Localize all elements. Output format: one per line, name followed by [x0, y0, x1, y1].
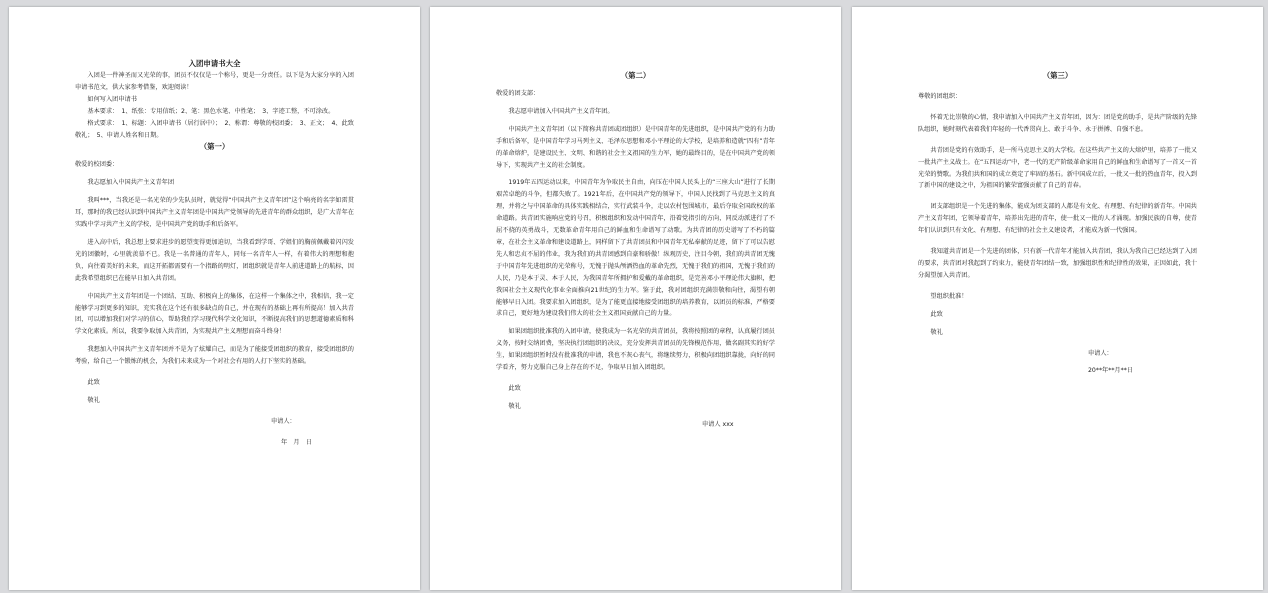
paragraph-4: 我知道共青团是一个先进的团体，只有新一代青年才能加入共青团，我认为我自己已经达到了入团的要求，共青团对我起到了约束力，能使青年团结一致，加强组织性和纪律性的效果，正因如此，我十分渴望加入共青团。	[918, 248, 1197, 279]
closing-jing-li: 敬礼	[508, 402, 521, 410]
paragraph-3: 进入高中后，我总想上要求进步的愿望变得更加迫切，当我看到学哥、学姐们的胸前佩戴着闪闪发光的团徽时，心里就羡慕不已。我是一名普通的青年人，同每一名青年人一样，有着伟大的理想和抱负，向往着美好的未来，而这开拓都需要有一个指路的明灯，团组织就是青年人前进道路上的航标，因此我希望组织已在能早日加入共青团。	[75, 238, 354, 282]
document-page-2	[430, 7, 841, 590]
date: 年 月 日	[281, 438, 312, 446]
document-page-3	[852, 7, 1263, 590]
salutation: 敬爱的团支部：	[496, 90, 540, 97]
closing-ci-zhi: 此致	[87, 379, 100, 387]
paragraph-3: 团支部组织是一个先进的集体，能成为团支部的人都是有文化、有理想、有纪律的新青年。中国共产主义青年团，它领导着青年，培养出先进的青年，使一批又一批的人才涌现。加强民族的自尊，使青年们认识到只有文化、有理想、有纪律的社会主义建设者，才能成为新一代强国。	[918, 203, 1197, 235]
signer: 申请人：	[271, 417, 296, 425]
paragraph-1: 我志愿申请加入中国共产主义青年团。	[508, 107, 614, 115]
approval-request: 望组织批准！	[930, 292, 968, 300]
paragraph-2: 我叫***，当我还是一名光荣的少先队员时，就觉得“中国共产主义青年团”这个响亮的名字如雷贯耳，那时的我已经认识到中国共产主义青年团是中国共产党领导的先进青年的群众组织，是广大青年在实践中学习共产主义的学校，是中国共产党的助手和后备军。	[75, 197, 354, 229]
date: 20**年**月**日	[1088, 367, 1133, 375]
section-heading-3: （第三）	[1042, 71, 1073, 80]
paragraph-4: 中国共产主义青年团是一个团结、互助、积极向上的集体，在这样一个集体之中，我相信，我一定能够学习到更多的知识，充实我在这个还有很多缺点的自己，并在现有的基础上再有所提高！加入共青团，可以增加我们对学习的信心，帮助我们学习现代科学文化知识，不断提高我们的思想道德素质和科学文化素质。所以，我要争取加入共青团，为实现共产主义理想而奋斗终身！	[75, 292, 354, 336]
format-requirements: 格式要求： 1、标题：入团申请书（居行居中）； 2、称谓：尊敬的校团委； 3、正文； 4、此致 敬礼； 5、申请人姓名和日期。	[75, 119, 361, 139]
paragraph-2: 共青团是党的有效助手，是一所马克思主义的大学校。在这些共产主义的大熔炉里，培养了一批又一批共产主义战士。在“五四运动”中，老一代的无产阶级革命家用自己的鲜血和生命谱写了一首又一首光荣的赞歌。为我们共和国的成立奠定了牢固的基石。新中国成立后，一批又一批的热血青年，投入到了新中国的建设之中，为祖国的繁荣富强贡献了自己的青春。	[918, 146, 1197, 190]
section-heading-2: （第二）	[620, 71, 651, 80]
closing-ci-zhi: 此致	[508, 384, 521, 392]
closing-jing-li: 敬礼	[87, 396, 100, 404]
salutation: 尊敬的团组织：	[918, 93, 962, 100]
signer: 申请人：	[1088, 349, 1113, 357]
document-title: 入团申请书大全	[188, 59, 241, 68]
closing-ci-zhi: 此致	[930, 310, 943, 318]
howto-heading: 如何写入团申请书	[87, 95, 137, 103]
salutation: 敬爱的校团委：	[75, 161, 119, 169]
closing-jing-li: 敬礼	[930, 328, 943, 336]
paragraph-3: 1919年五四运动以来，中国青年为争取民主自由，向压在中国人民头上的“三座大山”进行了长期艰苦卓绝的斗争，但都失败了。1921年后，在中国共产党的领导下，中国人民找到了马克思主义的真理，并将之与中国革命的具体实践相结合，实行武装斗争，走以农村包围城市，最后夺取全国政权的革命道路。共青团实施响应党的号召，积极组织和发动中国青年，沿着党指引的方向，同反动派进行了不屈不挠的英勇战斗，无数革命青年用自己的鲜血和生命谱写了动歌。为共青团的历史谱写了不朽的篇章，在社会主义革命和建设道路上，同样留下了共青团员和中国青年无私奉献的足迹，留下了可以告慰先人和忠贞不屈的伟业，我为我们的共青团感到自豪和骄傲！纵观历史，注目今朝，我们的共青团无愧于中国青年先进组织的光荣称号，无愧于抛头颅洒热血的革命先烈，无愧于我们的祖国，无愧于我们的人民，乃是本于灵、本于人民，为我国青年所拥护和爱戴的革命组织，是完善邓小平理论伟大旗帜，把我国社会主义现代化事业全面推向21世纪的生力军。鉴于此，我对团组织充满崇敬和向往，渴望有朝能够早日入团。我要求加入团组织，是为了能更直接地接受团组织的培养教育，以团员的标准，严格要求自己，更好地为建设我们伟大的社会主义祖国贡献自己的力量。	[496, 179, 775, 318]
intro-paragraph: 入团是一件神圣而又光荣的事，团员不仅仅是一个称号，更是一分责任。以下是为大家分享的入团申请书范文，供大家参考借鉴，欢迎阅读！	[75, 72, 354, 91]
section-heading-1: （第一）	[199, 142, 230, 152]
signer: 申请人 xxx	[702, 420, 734, 428]
paragraph-4: 如果团组织批准我的入团申请，使我成为一名光荣的共青团员，我将按照团的章程，认真履行团员义务，按时交纳团费，坚决执行团组织的决议，充分发挥共青团员的先锋模范作用，做名副其实的好学生，如果团组织暂时没有批准我的申请，我也不灰心丧气，将继续努力，积极向团组织靠拢，向好的同学看齐，努力克服自己身上存在的不足，争取早日加入团组织。	[496, 328, 775, 372]
paragraph-2: 中国共产主义青年团（以下简称共青团或团组织）是中国青年的先进组织，是中国共产党的有力助手和后备军，是中国青年学习马列主义、毛泽东思想和邓小平理论的大学校，是培养和造就“四有”青年的革命熔炉，是建设民主、文明、和谐的社会主义祖国的生力军，她的最终目的，是在中国共产党的领导下，实现共产主义的社会制度。	[496, 125, 775, 169]
paragraph-5: 我想加入中国共产主义青年团并不是为了炫耀自己，而是为了能接受团组织的教育，接受团组织的考验，给自己一个锻炼的机会，为我们未来成为一个对社会有用的人打下坚实的基础。	[75, 346, 354, 366]
basic-requirements: 基本要求： 1、纸张：专用信纸；2、笔：黑色水笔、中性笔； 3、字迹工整，不可涂改。	[87, 107, 335, 115]
document-page-1	[9, 7, 420, 590]
paragraph-1: 怀着无比崇敬的心情，我申请加入中国共产主义青年团，因为：团是党的助手，是共产阶级的先锋队组织，她时刻代表着我们年轻的一代香贯向上、敢于斗争、永于拼搏、自强不息。	[918, 113, 1197, 133]
paragraph-1: 我志愿加入中国共产主义青年团	[87, 179, 175, 187]
